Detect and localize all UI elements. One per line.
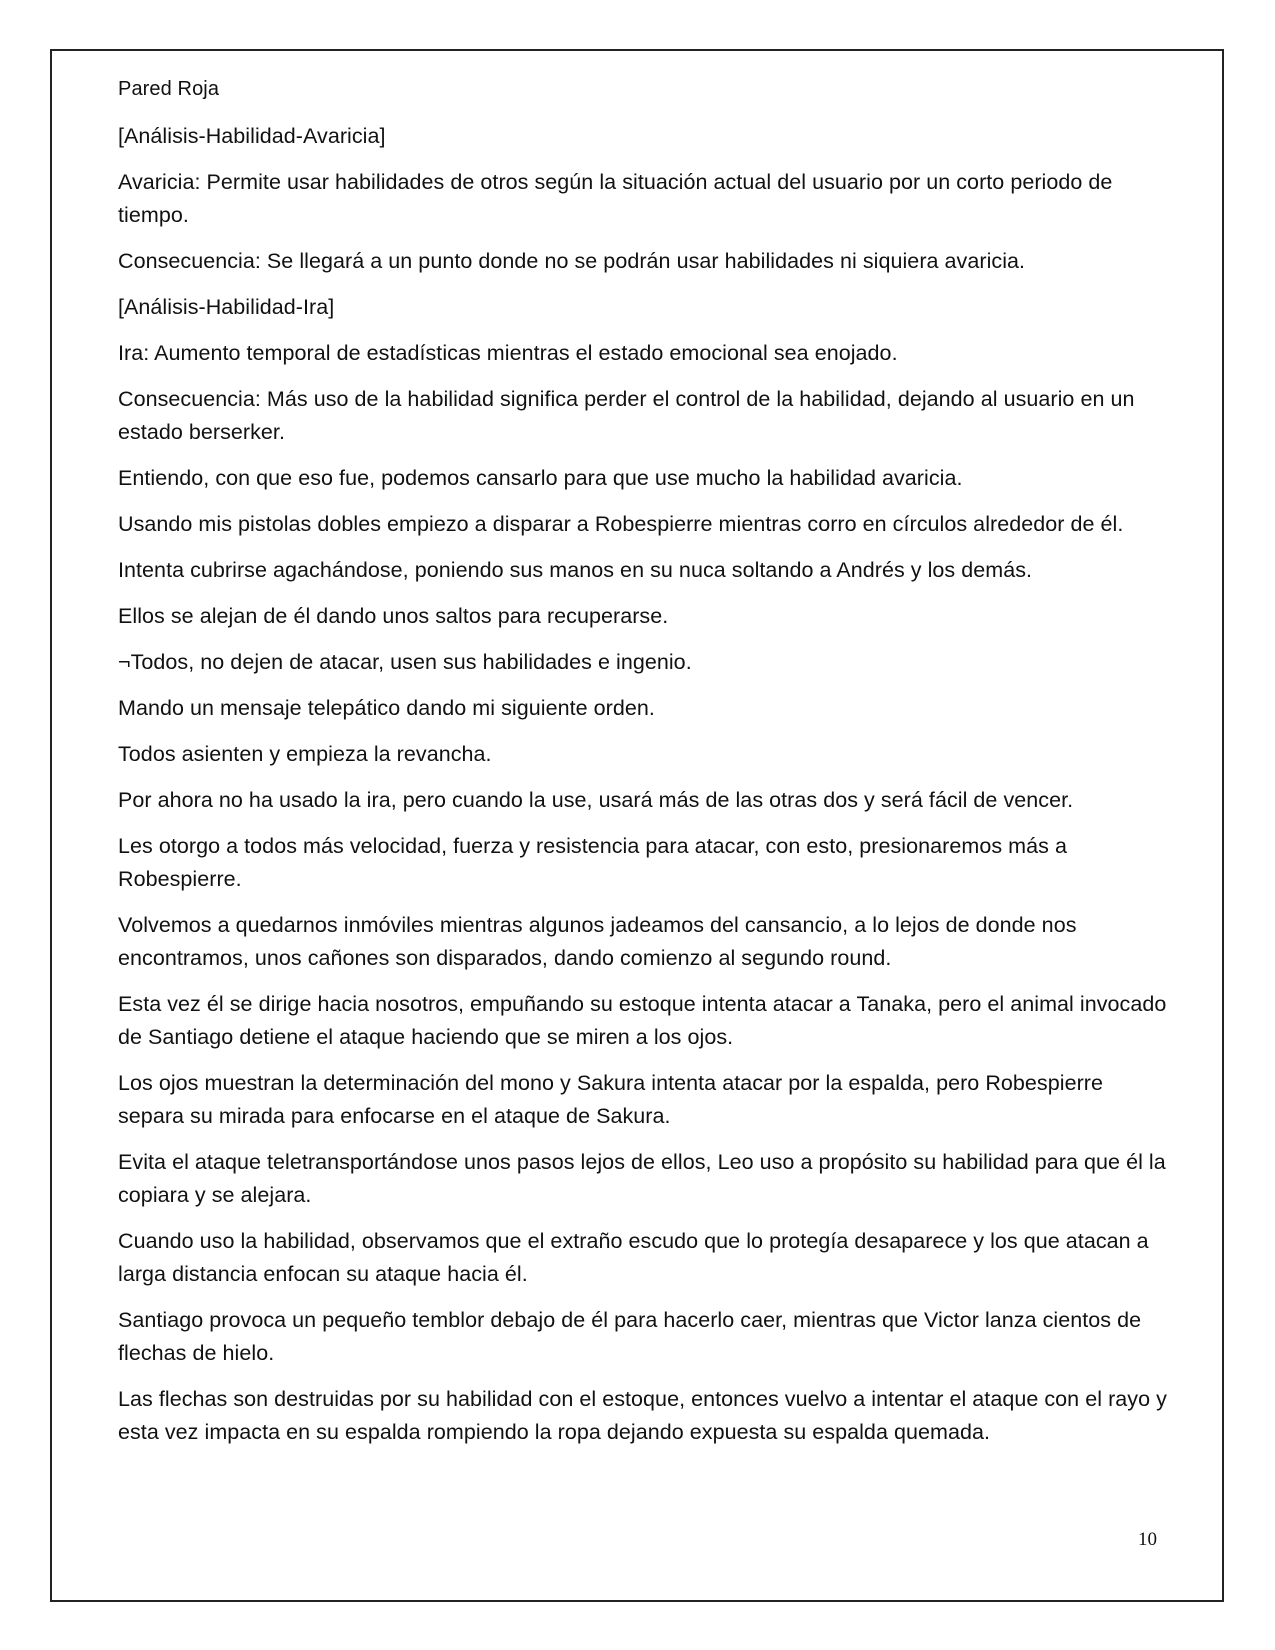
page-number: 10 (1138, 1529, 1157, 1550)
paragraph: Cuando uso la habilidad, observamos que el extraño escudo que lo protegía desaparece y los que atacan a larga distancia enfocan su ataque hacia él. (118, 1229, 1149, 1286)
paragraph: Entiendo, con que eso fue, podemos cansarlo para que use mucho la habilidad avaricia. (118, 466, 963, 490)
paragraph: [Análisis-Habilidad-Avaricia] (118, 124, 386, 148)
paragraph: Mando un mensaje telepático dando mi siguiente orden. (118, 696, 655, 720)
document-body (118, 120, 1168, 1462)
paragraph: Ellos se alejan de él dando unos saltos para recuperarse. (118, 604, 669, 628)
paragraph: Todos asienten y empieza la revancha. (118, 742, 492, 766)
document-header: Pared Roja (118, 78, 220, 100)
paragraph: Volvemos a quedarnos inmóviles mientras algunos jadeamos del cansancio, a lo lejos de donde nos encontramos, unos cañones son disparados, dando comienzo al segundo round. (118, 913, 1077, 970)
paragraph: Esta vez él se dirige hacia nosotros, empuñando su estoque intenta atacar a Tanaka, pero el animal invocado de Santiago detiene el ataque haciendo que se miren a los ojos. (118, 992, 1167, 1049)
paragraph: Los ojos muestran la determinación del mono y Sakura intenta atacar por la espalda, pero Robespierre separa su mirada para enfocarse en el ataque de Sakura. (118, 1071, 1104, 1128)
paragraph: Las flechas son destruidas por su habilidad con el estoque, entonces vuelvo a intentar el ataque con el rayo y esta vez impacta en su espalda rompiendo la ropa dejando expuesta su espalda quemada. (118, 1387, 1167, 1444)
paragraph: Usando mis pistolas dobles empiezo a disparar a Robespierre mientras corro en círculos alrededor de él. (118, 512, 1124, 536)
paragraph: Consecuencia: Se llegará a un punto donde no se podrán usar habilidades ni siquiera avaricia. (118, 249, 1026, 273)
paragraph: ¬Todos, no dejen de atacar, usen sus habilidades e ingenio. (118, 650, 692, 674)
paragraph: Avaricia: Permite usar habilidades de otros según la situación actual del usuario por un corto periodo de tiempo. (118, 170, 1113, 227)
paragraph: Consecuencia: Más uso de la habilidad significa perder el control de la habilidad, dejando al usuario en un estado berserker. (118, 387, 1135, 444)
paragraph: Ira: Aumento temporal de estadísticas mientras el estado emocional sea enojado. (118, 341, 898, 365)
paragraph: Intenta cubrirse agachándose, poniendo sus manos en su nuca soltando a Andrés y los demás. (118, 558, 1033, 582)
paragraph: Evita el ataque teletransportándose unos pasos lejos de ellos, Leo uso a propósito su habilidad para que él la copiara y se alejara. (118, 1150, 1166, 1207)
paragraph: Por ahora no ha usado la ira, pero cuando la use, usará más de las otras dos y será fácil de vencer. (118, 788, 1074, 812)
paragraph: [Análisis-Habilidad-Ira] (118, 295, 335, 319)
paragraph: Les otorgo a todos más velocidad, fuerza y resistencia para atacar, con esto, presionaremos más a Robespierre. (118, 834, 1067, 891)
paragraph: Santiago provoca un pequeño temblor debajo de él para hacerlo caer, mientras que Victor lanza cientos de flechas de hielo. (118, 1308, 1142, 1365)
